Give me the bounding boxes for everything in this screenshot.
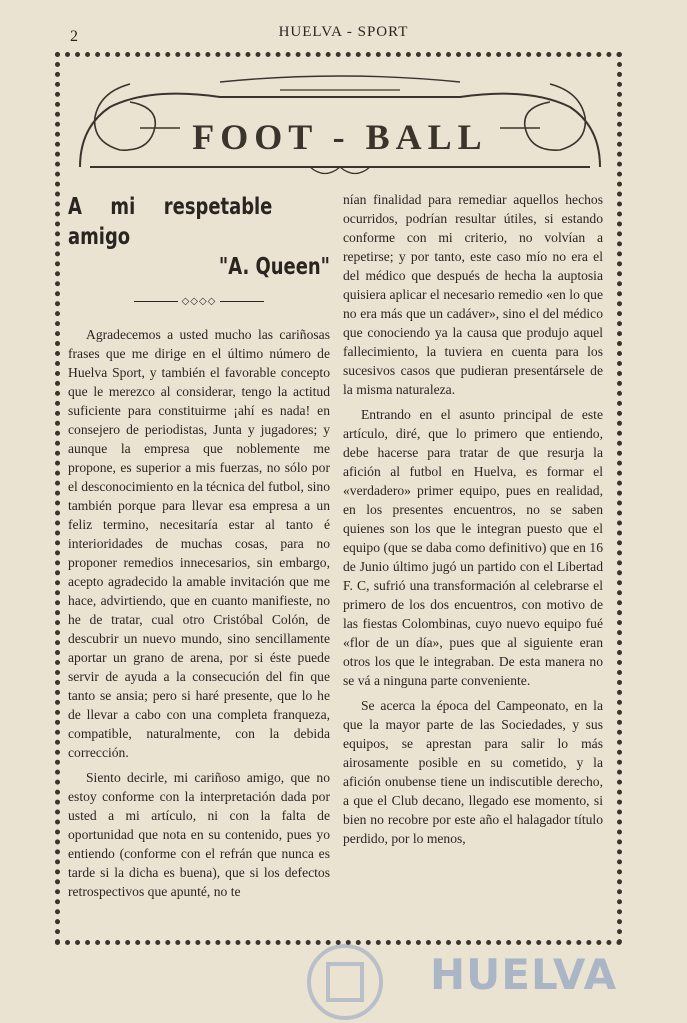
right-column (343, 190, 603, 854)
separator-glyphs: ◇◇◇◇ (181, 296, 217, 307)
headline-line-2: "A. Queen" (218, 254, 330, 280)
left-column (68, 192, 330, 907)
paragraph: Entrando en el asunto principal de este artículo, diré, que lo primero que entiendo, debe hacerse para tratar de que resurja la afición al futbol en Huelva, es formar el «verdadero» primer equipo, pues en realidad, en los presentes encuentros, no se saben quienes son los que le integran puesto que el equipo (que se daba como definitivo) que en 16 de Junio último jugó un partido con el Libertad F. C, sufrió una transformación al celebrarse el primero de los dos encuentros, con motivo de las fiestas Colombinas, cuyo nuevo equipo fué «flor de un día», pues que al siguiente eran otros los que le integraban. De esta manera no se vá a ninguna parte conveniente. (343, 407, 603, 688)
paragraph: nían finalidad para remediar aquellos hechos ocurridos, podrían resultar útiles, si estando conforme con mi criterio, no volvían a repetirse; y por tanto, este caso mío no era el del médico que después de hecha la auptosia quisiera aplicar el necesario remedio «en lo que no era más que un cadáver», sino el del médico que conociendo ya la causa que produjo aquel fallecimiento, la tuviera en cuenta para los sucesivos casos que pudieran presentársele de la misma naturaleza. (343, 192, 603, 397)
paragraph: Se acerca la época del Campeonato, en la que la mayor parte de las Sociedades, y sus equipos, se aprestan para salir lo más airosamente posible en su cometido, y la afición onubense tiene un indiscutible derecho, a que el Club decano, llegado ese momento, si bien no recobre por este año el halagador título perdido, por lo menos, (343, 698, 603, 846)
section-title: FOOT - BALL (192, 117, 488, 157)
watermark-text: HUELVA (430, 950, 618, 999)
separator (68, 292, 330, 311)
running-title: HUELVA - SPORT (278, 24, 409, 40)
paragraph: Agradecemos a usted mucho las cariñosas frases que me dirige en el último número de Huelva Sport, y también el favorable concepto que le merezco al considerar, tengo la actitud suficiente para constituirme ¡ahí es nada! en consejero de periodistas, Junta y jugadores; y aunque la empresa que noblemente me propone, es superior a mis fuerzas, no sólo por el desconocimiento en la técnica del futbol, sino también porque para llevar esa empresa a un feliz termino, necesitaría estar al tanto é interioridades de muchas cosas, para no proponer remedios innecesarios, sin embargo, acepto agradecido la amable invitación que me hace, advirtiendo, que en cuanto manifieste, no he de tratar, cual otro Cristóbal Colón, de descubrir un nuevo mundo, sino sencillamente aportar un grano de arena, por si éste puede servir de ayuda a la consecución del fin que tanto se ansia; pero si haré presente, que lo he de llevar a cabo con una completa franqueza, compatible, naturalmente, con la debida corrección. (68, 327, 330, 760)
paragraph: Siento decirle, mi cariñoso amigo, que no estoy conforme con la interpretación dada por usted a mi artículo, ni con la falta de oportunidad que nota en su contenido, pues yo entiendo (conforme con el refrán que nunca es tarde si la dicha es buena), que si los defectos retrospectivos que apunté, no te (68, 770, 330, 899)
ornamental-banner (70, 72, 610, 182)
headline-line-1: A mi respetable amigo (68, 194, 273, 250)
page-number: 2 (70, 28, 78, 45)
